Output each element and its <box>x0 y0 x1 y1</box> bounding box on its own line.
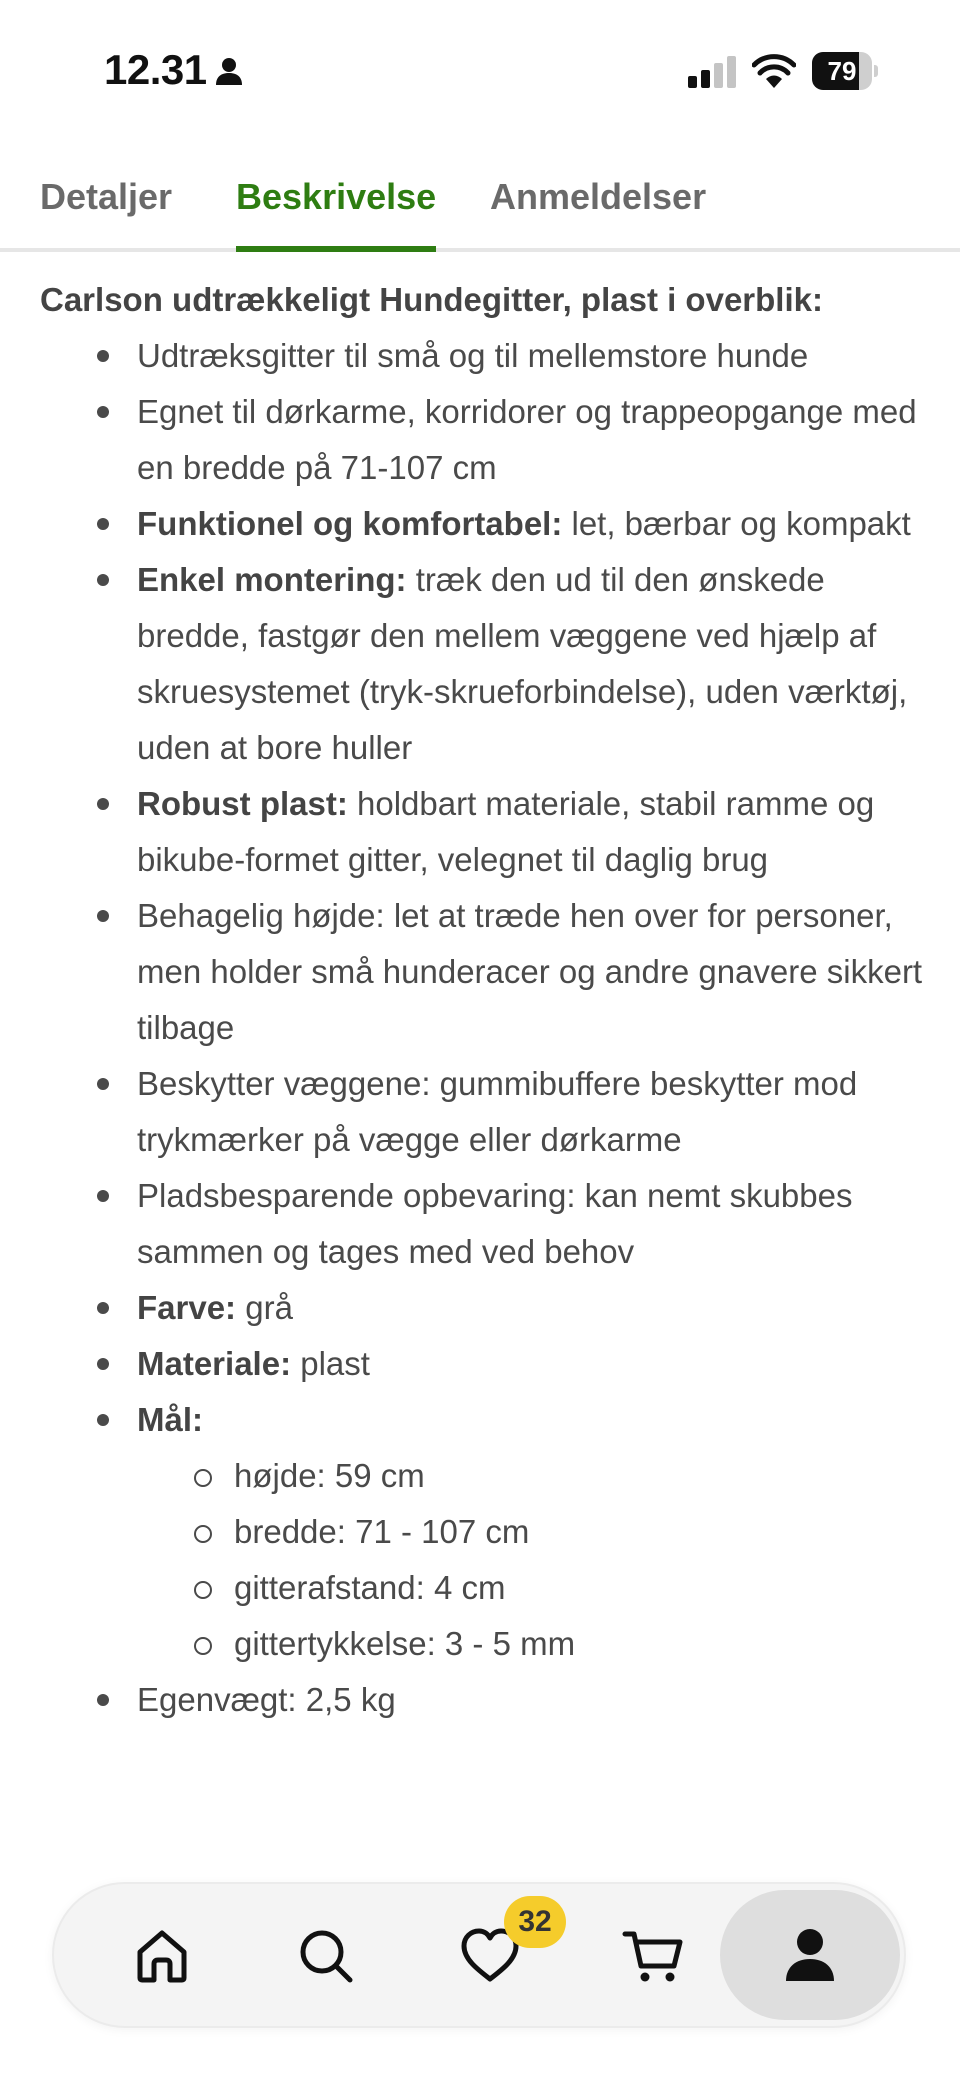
list-item <box>137 1168 930 1280</box>
product-tabs <box>0 160 960 252</box>
list-item <box>137 1336 930 1392</box>
nav-home-button[interactable] <box>120 1914 204 1998</box>
list-item <box>137 1056 930 1168</box>
item-text: plast <box>291 1345 370 1382</box>
list-item <box>137 552 930 776</box>
status-bar <box>0 0 960 140</box>
dimension-item: højde: 59 cm <box>234 1448 930 1504</box>
home-icon <box>132 1926 192 1986</box>
list-item <box>137 776 930 888</box>
list-item <box>137 384 930 496</box>
item-label: Materiale: <box>137 1345 292 1382</box>
person-icon <box>214 56 244 86</box>
cellular-signal-icon <box>688 56 738 88</box>
item-text: Beskytter væggene: gummibuffere beskytter mod trykmærker på vægge eller dørkarme <box>137 1065 858 1158</box>
profile-icon <box>783 1927 837 1983</box>
item-label: Farve: <box>137 1289 237 1326</box>
list-item <box>137 328 930 384</box>
description-content <box>40 272 930 1728</box>
item-label: Mål: <box>137 1401 203 1438</box>
tab-beskrivelse[interactable]: Beskrivelse <box>236 176 436 248</box>
list-item <box>137 1280 930 1336</box>
list-item <box>137 496 930 552</box>
dimensions-list <box>234 1448 930 1672</box>
feature-list <box>137 328 930 1728</box>
item-label: Funktionel og komfortabel: <box>137 505 563 542</box>
item-text: grå <box>236 1289 293 1326</box>
cart-icon <box>622 1926 686 1986</box>
battery-level: 79 <box>827 56 857 86</box>
tab-detaljer[interactable]: Detaljer <box>40 176 173 217</box>
item-text: let, bærbar og kompakt <box>562 505 911 542</box>
item-label: Robust plast: <box>137 785 348 822</box>
favorites-count-badge: 32 <box>504 1896 566 1948</box>
dimension-item: gitterafstand: 4 cm <box>234 1560 930 1616</box>
list-item <box>137 888 930 1056</box>
description-heading: Carlson udtrækkeligt Hundegitter, plast i overblik: <box>40 281 823 318</box>
dimension-item: gittertykkelse: 3 - 5 mm <box>234 1616 930 1672</box>
list-item <box>137 1392 930 1672</box>
item-label: Enkel montering: <box>137 561 407 598</box>
item-text: Egnet til dørkarme, korridorer og trappeopgange med en bredde på 71-107 cm <box>137 393 917 486</box>
list-item <box>137 1672 930 1728</box>
wifi-icon <box>752 54 796 88</box>
bottom-navigation <box>52 1882 906 2028</box>
battery-indicator <box>812 52 878 90</box>
item-text: holdbart materiale, stabil ramme og bikube-formet gitter, velegnet til daglig brug <box>137 785 875 878</box>
tab-anmeldelser[interactable]: Anmeldelser <box>490 176 707 217</box>
status-time: 12.31 <box>104 46 207 93</box>
item-text: Behagelig højde: let at træde hen over for personer, men holder små hunderacer og andre gnavere sikkert tilbage <box>137 897 923 1046</box>
item-text: træk den ud til den ønskede bredde, fastgør den mellem væggene ved hjælp af skruesystemet (tryk-skrueforbindelse), uden værktøj, uden at bore huller <box>137 561 908 766</box>
nav-cart-button[interactable] <box>612 1914 696 1998</box>
nav-profile-button[interactable] <box>720 1890 900 2020</box>
item-text: Udtræksgitter til små og til mellemstore hunde <box>137 337 809 374</box>
search-icon <box>296 1926 356 1986</box>
dimension-item: bredde: 71 - 107 cm <box>234 1504 930 1560</box>
nav-search-button[interactable] <box>284 1914 368 1998</box>
item-text: Egenvægt: 2,5 kg <box>137 1681 396 1718</box>
item-text: Pladsbesparende opbevaring: kan nemt skubbes sammen og tages med ved behov <box>137 1177 853 1270</box>
